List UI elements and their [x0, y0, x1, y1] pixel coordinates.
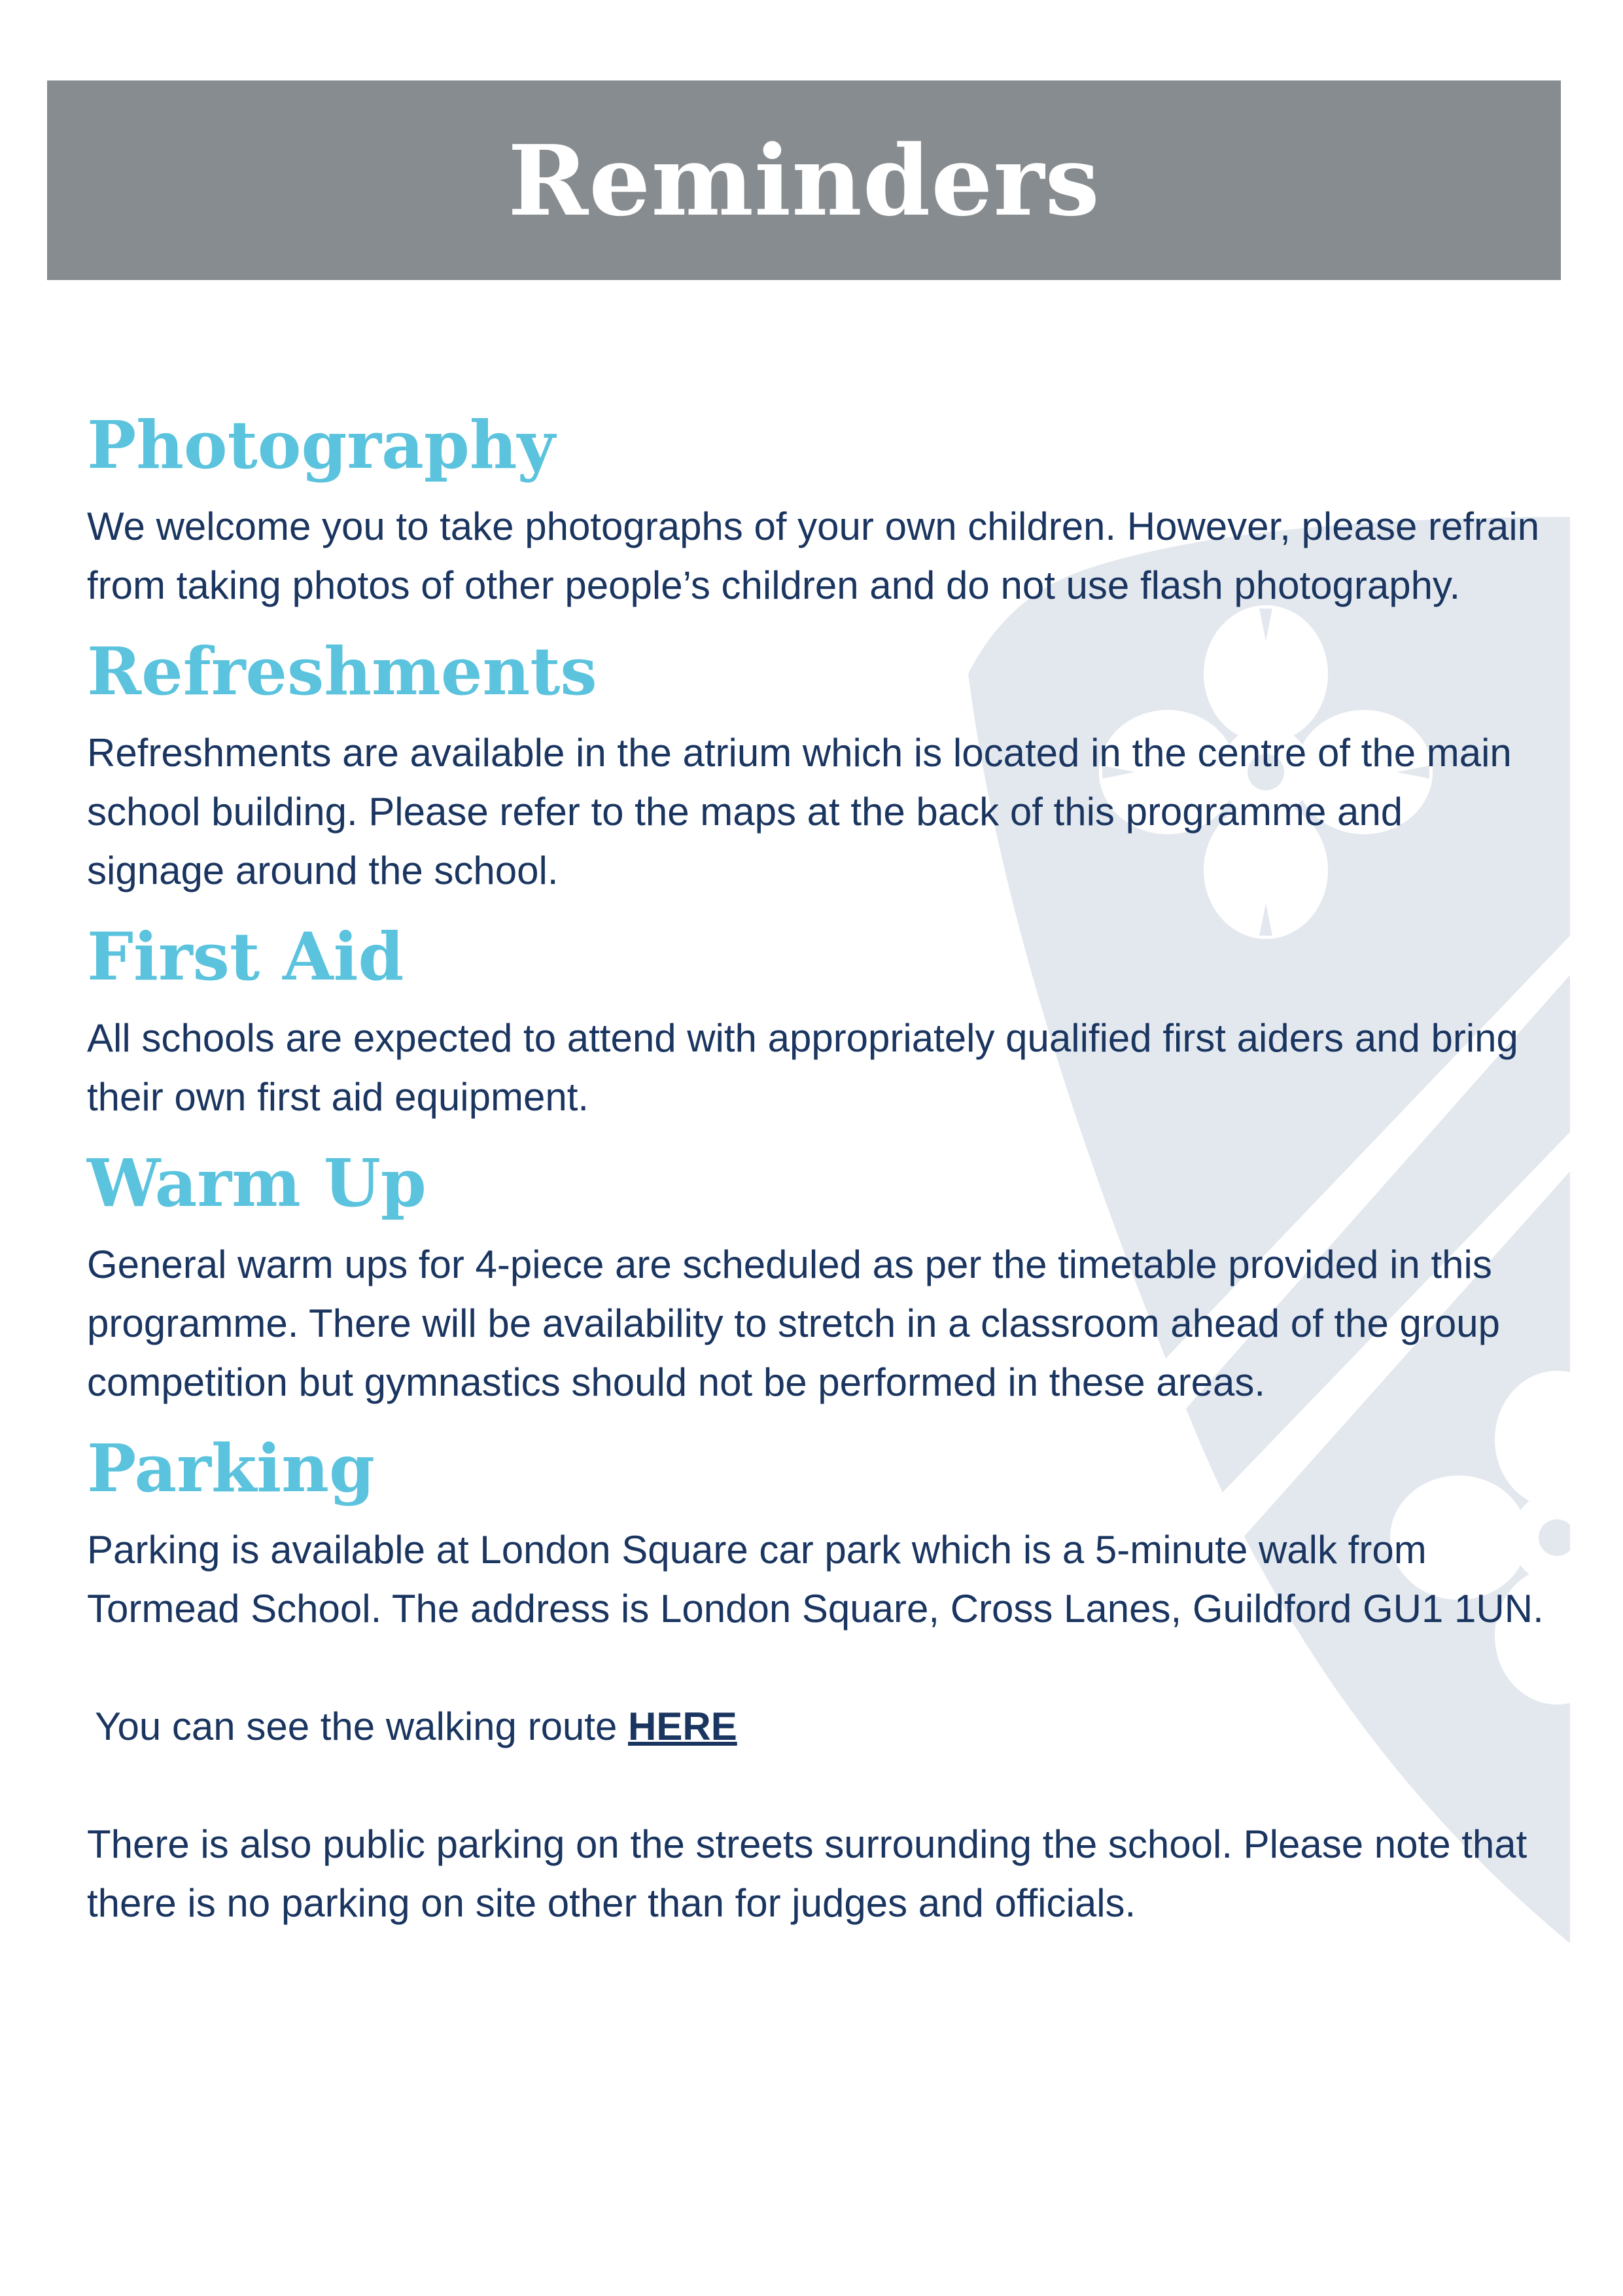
section-heading: Warm Up — [87, 1144, 427, 1222]
header-banner — [47, 80, 1561, 280]
walking-route-link[interactable]: HERE — [628, 1704, 737, 1748]
public-parking-note: There is also public parking on the streets surrounding the school. Please note that there is no parking on site other than for judges and officials. — [87, 1822, 1527, 1925]
section-heading: Photography — [87, 406, 555, 484]
walking-route-line — [87, 1697, 1546, 1756]
section-heading: First Aid — [87, 918, 404, 995]
section-photography — [87, 393, 1546, 615]
section-body: All schools are expected to attend with appropriately qualified first aiders and bring their own first aid equipment. — [87, 1016, 1518, 1119]
walking-route-text: You can see the walking route — [95, 1704, 629, 1748]
section-heading: Refreshments — [87, 633, 597, 710]
section-body: Parking is available at London Square car park which is a 5-minute walk from Tormead School. The address is London Square, Cross Lanes, Guildford GU1 1UN. — [87, 1528, 1544, 1631]
page-title: Reminders — [508, 123, 1100, 238]
section-first-aid — [87, 904, 1546, 1127]
section-body: Refreshments are available in the atrium which is located in the centre of the main school building. Please refer to the maps at the back of this programme and signage around the school. — [87, 731, 1512, 892]
section-parking — [87, 1416, 1546, 1933]
section-body: We welcome you to take photographs of your own children. However, please refrain from taking photos of other people’s children and do not use flash photography. — [87, 504, 1540, 607]
section-refreshments — [87, 619, 1546, 900]
section-heading: Parking — [87, 1430, 375, 1507]
reminders-content — [87, 393, 1546, 1933]
section-body: General warm ups for 4-piece are scheduled as per the timetable provided in this programme. There will be availability to stretch in a classroom ahead of the group competition but gymnastics should not be performed in these areas. — [87, 1243, 1500, 1404]
section-warm-up — [87, 1131, 1546, 1412]
